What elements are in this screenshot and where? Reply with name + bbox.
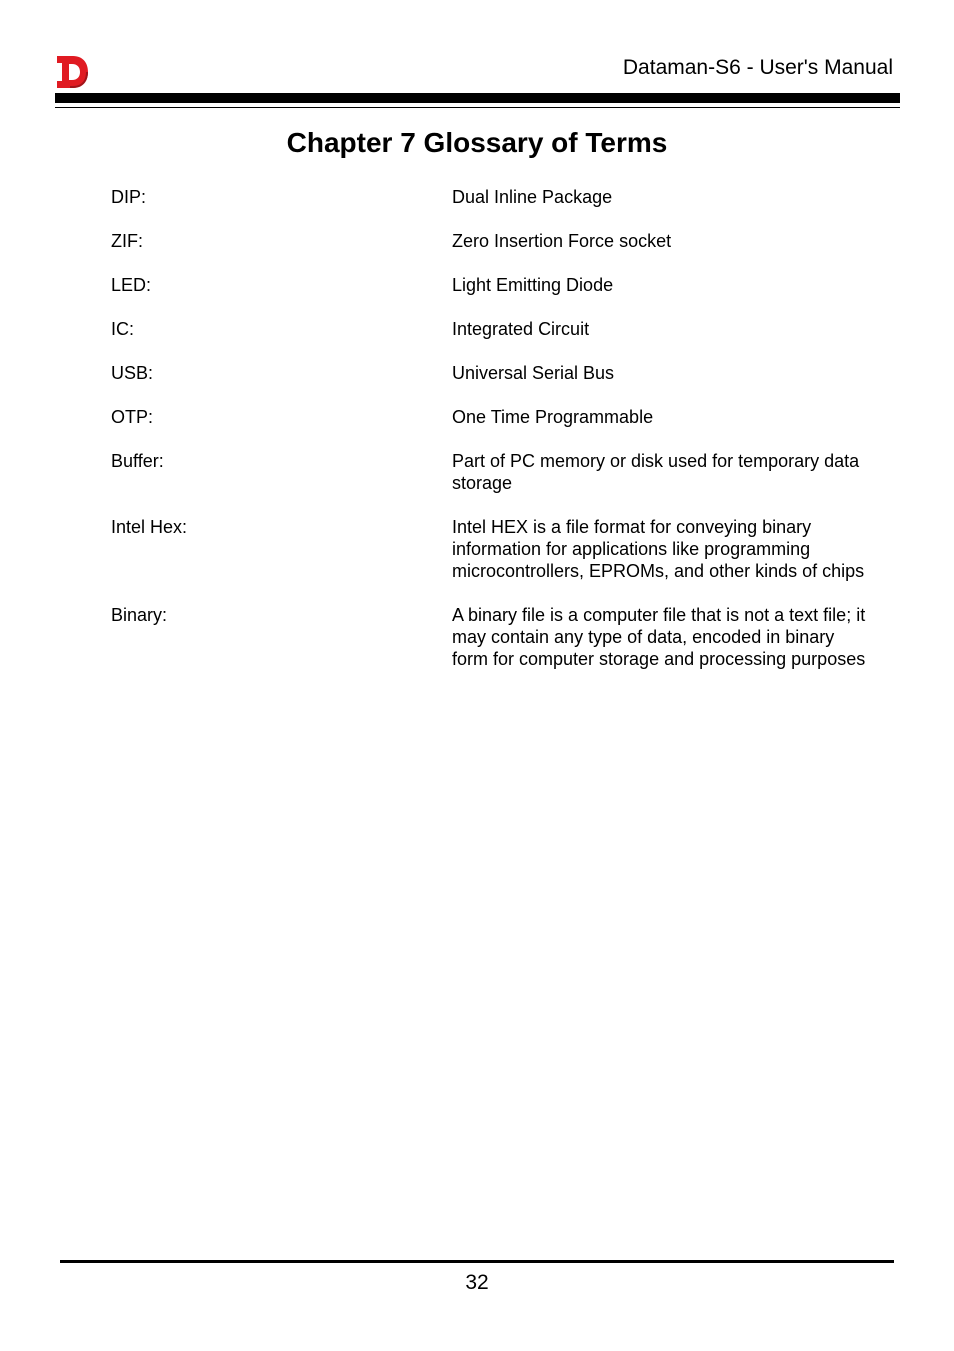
- glossary-definition: Dual Inline Package: [452, 187, 613, 207]
- glossary-entry-zif: [111, 230, 901, 252]
- header-thick-rule: [55, 93, 900, 103]
- header-thin-rule: [55, 107, 900, 108]
- glossary-term: OTP:: [111, 407, 154, 427]
- glossary-term: Buffer:: [111, 451, 164, 471]
- glossary-term: DIP:: [111, 187, 147, 207]
- document-header-title: Dataman-S6 - User's Manual: [622, 56, 893, 79]
- glossary-definition: One Time Programmable: [452, 407, 654, 427]
- page-number: 32: [465, 1271, 489, 1294]
- glossary-entry-buffer: [111, 450, 901, 494]
- dataman-logo-icon: [55, 54, 91, 90]
- glossary-entry-intel-hex: [111, 516, 901, 582]
- footer-rule: [60, 1260, 894, 1263]
- glossary-definition: Integrated Circuit: [452, 319, 590, 339]
- glossary-entry-dip: [111, 186, 901, 208]
- glossary-definition: Universal Serial Bus: [452, 363, 615, 383]
- glossary-definition: Light Emitting Diode: [452, 275, 614, 295]
- glossary-entry-ic: [111, 318, 901, 340]
- glossary-list: [111, 186, 901, 692]
- glossary-term: Intel Hex:: [111, 517, 188, 537]
- glossary-entry-binary: [111, 604, 901, 670]
- glossary-entry-led: [111, 274, 901, 296]
- glossary-term: LED:: [111, 275, 152, 295]
- glossary-term: USB:: [111, 363, 154, 383]
- glossary-entry-otp: [111, 406, 901, 428]
- chapter-title: Chapter 7 Glossary of Terms: [286, 127, 668, 158]
- glossary-term: Binary:: [111, 605, 168, 625]
- glossary-term: ZIF:: [111, 231, 143, 251]
- glossary-definition: Intel HEX is a file format for conveying binary information for applications like programming microcontrollers, EPROMs, and other kinds of chips: [452, 517, 865, 581]
- glossary-entry-usb: [111, 362, 901, 384]
- glossary-term: IC:: [111, 319, 135, 339]
- glossary-definition: Zero Insertion Force socket: [452, 231, 672, 251]
- glossary-definition: Part of PC memory or disk used for temporary data storage: [452, 451, 860, 493]
- glossary-definition: A binary file is a computer file that is not a text file; it may contain any type of data, encoded in binary form for computer storage and processing purposes: [452, 605, 866, 669]
